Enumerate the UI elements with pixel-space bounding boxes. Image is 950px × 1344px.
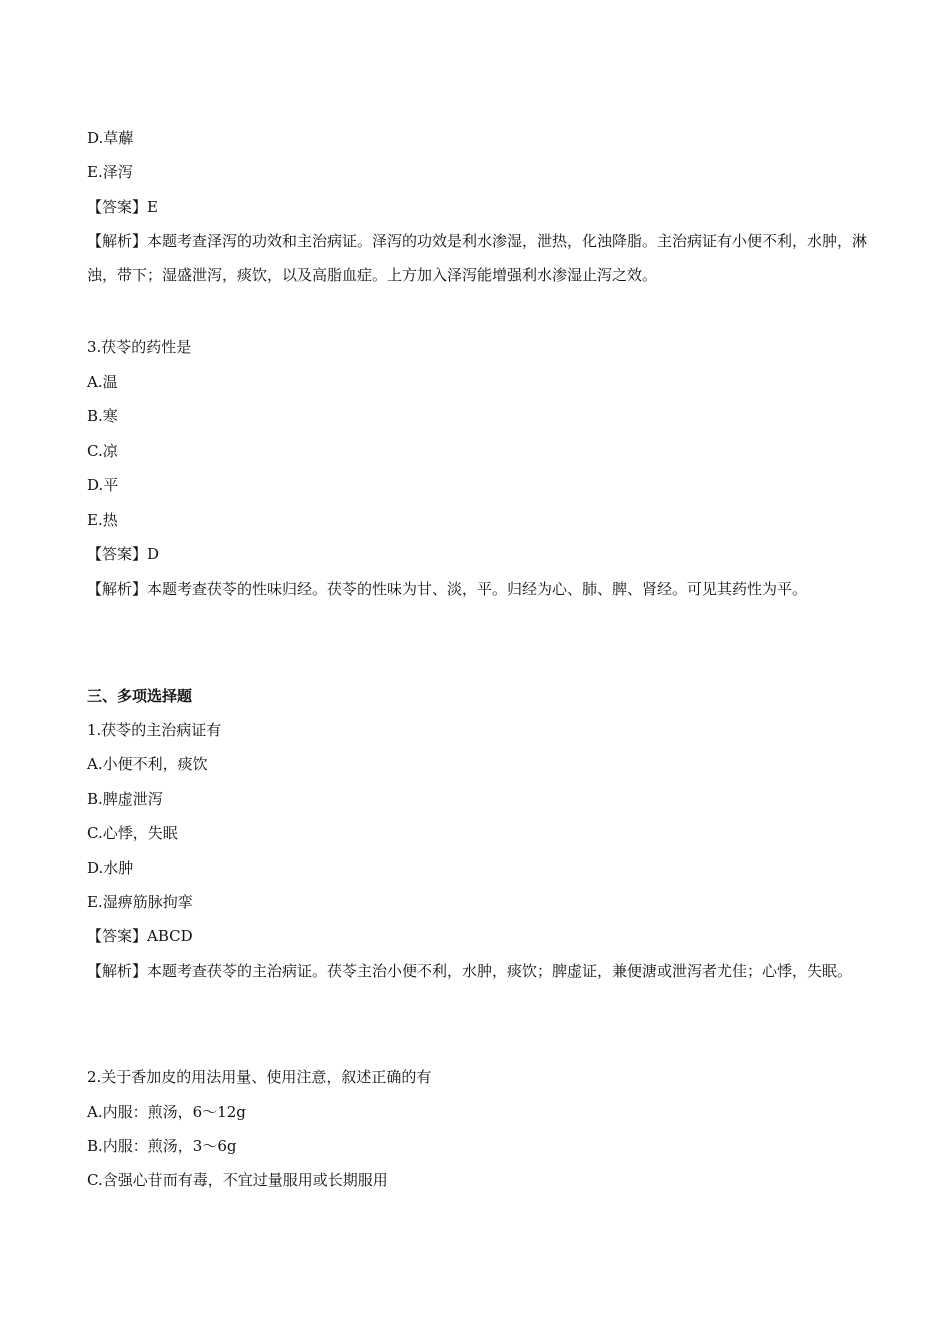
q3-option-a: A.温 [87,373,118,391]
mq1-option-c: C.心悸，失眠 [87,824,178,842]
mq2-option-c: C.含强心苷而有毒，不宜过量服用或长期服用 [87,1171,388,1189]
q2-option-e: E.泽泻 [87,163,133,181]
mq2-stem: 2.关于香加皮的用法用量、使用注意，叙述正确的有 [87,1068,432,1086]
q3-option-d: D.平 [87,476,119,494]
mq1-option-a: A.小便不利，痰饮 [87,755,208,773]
mq2-option-b: B.内服：煎汤，3～6g [87,1137,237,1155]
mq1-option-d: D.水肿 [87,859,134,877]
mq1-option-e: E.湿痹筋脉拘挛 [87,893,193,911]
q2-answer: 【答案】E [87,198,158,216]
q3-answer: 【答案】D [87,545,160,563]
mq1-stem: 1.茯苓的主治病证有 [87,721,222,739]
mq1-option-b: B.脾虚泄泻 [87,790,163,808]
q2-analysis: 【解析】本题考查泽泻的功效和主治病证。泽泻的功效是利水渗湿，泄热，化浊降脂。主治病证有小便不利，水肿，淋浊，带下；湿盛泄泻，痰饮，以及高脂血症。上方加入泽泻能增强利水渗湿止泻之效。 [87,232,868,284]
mq1-answer: 【答案】ABCD [87,927,193,945]
mq2-option-a: A.内服：煎汤，6～12g [87,1103,246,1121]
section-heading-multiple-choice: 三、多项选择题 [87,687,193,705]
mq1-analysis: 【解析】本题考查茯苓的主治病证。茯苓主治小便不利，水肿，痰饮；脾虚证，兼便溏或泄泻者尤佳；心悸，失眠。 [87,962,853,980]
q3-option-b: B.寒 [87,407,118,425]
q3-option-c: C.凉 [87,442,118,460]
q2-option-d: D.草薢 [87,129,134,147]
q3-stem: 3.茯苓的药性是 [87,338,192,356]
q3-analysis: 【解析】本题考查茯苓的性味归经。茯苓的性味为甘、淡，平。归经为心、肺、脾、肾经。可见其药性为平。 [87,580,808,598]
q3-option-e: E.热 [87,511,118,529]
